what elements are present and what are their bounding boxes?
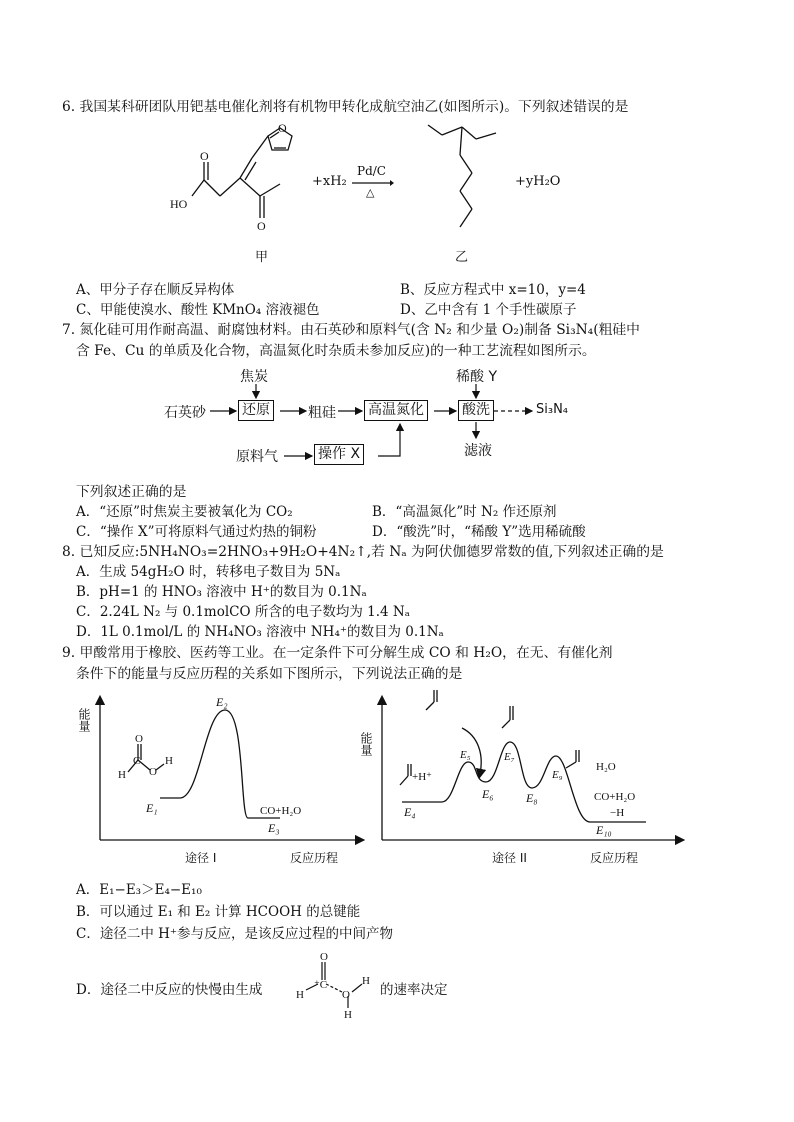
product-water: +yH₂O	[515, 174, 561, 189]
g2-e5: E₅	[460, 749, 471, 761]
q7-ask: 下列叙述正确的是	[76, 484, 187, 500]
q9-option-d-molecule	[296, 950, 378, 1022]
q9-stem-line2: 条件下的能量与反应历程的关系如下图所示，下列说法正确的是	[76, 666, 463, 682]
g1-product: CO+H₂O	[260, 805, 302, 817]
svg-text:H: H	[296, 989, 304, 1001]
g2-e10: E₁₀	[596, 823, 612, 837]
svg-text:O: O	[342, 989, 350, 1001]
flow-lvye: 滤液	[464, 443, 492, 459]
svg-text:H: H	[344, 1009, 352, 1021]
flow-box-gaowendanhua: 高温氮化	[364, 400, 428, 421]
flow-shiyingsha: 石英砂	[164, 405, 206, 421]
g2-hplus: +H⁺	[412, 771, 432, 783]
g2-e4: E₄	[404, 805, 416, 819]
q7-option-a: A．“还原”时焦炭主要被氧化为 CO₂	[76, 504, 293, 520]
q9-option-a: A．E₁−E₃＞E₄−E₁₀	[76, 882, 202, 898]
flow-product: Si₃N₄	[536, 402, 569, 417]
g2-e8: E₈	[526, 791, 538, 805]
g1-mol-o: O	[149, 766, 157, 778]
g2-minus: −H	[610, 807, 625, 819]
g1-e2: E₂	[216, 695, 228, 709]
g2-e7: E₇	[504, 751, 515, 763]
heat-condition: △	[366, 186, 375, 199]
q8-option-c: C．2.24L N₂ 与 0.1molCO 所含的电子数均为 1.4 Nₐ	[76, 604, 410, 620]
flow-jiaotan: 焦炭	[240, 369, 268, 385]
g1-e1: E₁	[146, 801, 158, 815]
g1-mol-h2: H	[165, 755, 173, 767]
g2-e9: E₉	[552, 769, 563, 781]
q8-option-a: A．生成 54gH₂O 时，转移电子数目为 5Nₐ	[76, 564, 341, 580]
atom-ho: HO	[170, 197, 188, 211]
g2-xlabel: 反应历程	[590, 851, 639, 865]
g1-mol-c: C	[133, 755, 141, 767]
g2-caption: 途径 II	[492, 851, 527, 865]
q6-option-b: B、反应方程式中 x=10，y=4	[400, 282, 586, 298]
label-jia: 甲	[255, 250, 269, 265]
q9-option-c: C．途径二中 H⁺参与反应，是该反应过程的中间产物	[76, 926, 394, 942]
q6-option-c: C、甲能使溴水、酸性 KMnO₄ 溶液褪色	[76, 302, 320, 318]
g1-mol-o-top: O	[135, 733, 143, 745]
flow-box-caozuo: 操作 X	[314, 444, 364, 465]
g2-product: CO+H₂O	[594, 791, 636, 803]
q8-stem: 8. 已知反应:5NH₄NO₃=2HNO₃+9H₂O+4N₂↑,若 Nₐ 为阿伏伽德罗常数的值,下列叙述正确的是	[62, 544, 664, 560]
reagent-h2: +xH₂	[312, 174, 347, 189]
q8-option-d: D．1L 0.1mol/L 的 NH₄NO₃ 溶液中 NH₄⁺的数目为 0.1Nₐ	[76, 624, 444, 640]
q9-option-d-pre: D．途径二中反应的快慢由生成	[76, 982, 263, 998]
g1-xlabel: 反应历程	[290, 851, 339, 865]
flow-box-huanyuan: 还原	[238, 400, 274, 421]
flow-yuanliaoqi: 原料气	[236, 449, 278, 465]
q6-option-a: A、甲分子存在顺反异构体	[76, 282, 235, 298]
energy-graph-path1	[77, 680, 370, 870]
g2-ylabel: 能量	[359, 732, 373, 756]
atom-o-ring: O	[278, 121, 287, 135]
flow-xisuan: 稀酸 Y	[456, 369, 498, 385]
g1-ylabel: 能量	[77, 708, 91, 732]
flow-cugui: 粗硅	[308, 405, 336, 421]
q8-option-b: B．pH=1 的 HNO₃ 溶液中 H⁺的数目为 0.1Nₐ	[76, 584, 367, 600]
atom-o-acid: O	[200, 149, 209, 163]
catalyst-label: Pd/C	[357, 164, 386, 178]
q7-option-d: D．“酸洗”时，“稀酸 Y”选用稀硫酸	[372, 524, 586, 540]
q9-option-d-post: 的速率决定	[380, 982, 448, 998]
flow-box-suanxi: 酸洗	[458, 400, 494, 421]
g1-mol-h: H	[118, 769, 126, 781]
svg-text:H: H	[362, 975, 370, 987]
q9-option-b: B．可以通过 E₁ 和 E₂ 计算 HCOOH 的总键能	[76, 904, 361, 920]
energy-graph-path2	[359, 680, 692, 870]
g2-h2o: H₂O	[596, 761, 616, 773]
path1-energy-curve	[160, 710, 280, 818]
q7-stem-line2: 含 Fe、Cu 的单质及化合物，高温氮化时杂质未参加反应)的一种工艺流程如图所示。	[76, 343, 596, 359]
g1-e3: E₃	[268, 821, 280, 835]
q9-stem-line1: 9. 甲酸常用于橡胶、医药等工业。在一定条件下可分解生成 CO 和 H₂O，在无、有催化剂	[62, 645, 613, 661]
q7-option-b: B．“高温氮化”时 N₂ 作还原剂	[372, 504, 557, 520]
g1-caption: 途径 I	[185, 851, 217, 865]
svg-text:O: O	[320, 951, 328, 963]
atom-o-ketone: O	[257, 219, 266, 233]
q6-stem: 6. 我国某科研团队用钯基电催化剂将有机物甲转化成航空油乙(如图所示)。下列叙述错误的是	[62, 99, 629, 115]
q7-stem-line1: 7. 氮化硅可用作耐高温、耐腐蚀材料。由石英砂和原料气(含 N₂ 和少量 O₂)制备 Si₃N₄(粗硅中	[62, 322, 640, 338]
svg-text:⁺C: ⁺C	[314, 979, 328, 991]
q6-option-d: D、乙中含有 1 个手性碳原子	[400, 302, 577, 318]
q7-option-c: C．“操作 X”可将原料气通过灼热的铜粉	[76, 524, 317, 540]
label-yi: 乙	[455, 250, 469, 265]
g2-e6: E₆	[482, 787, 494, 801]
